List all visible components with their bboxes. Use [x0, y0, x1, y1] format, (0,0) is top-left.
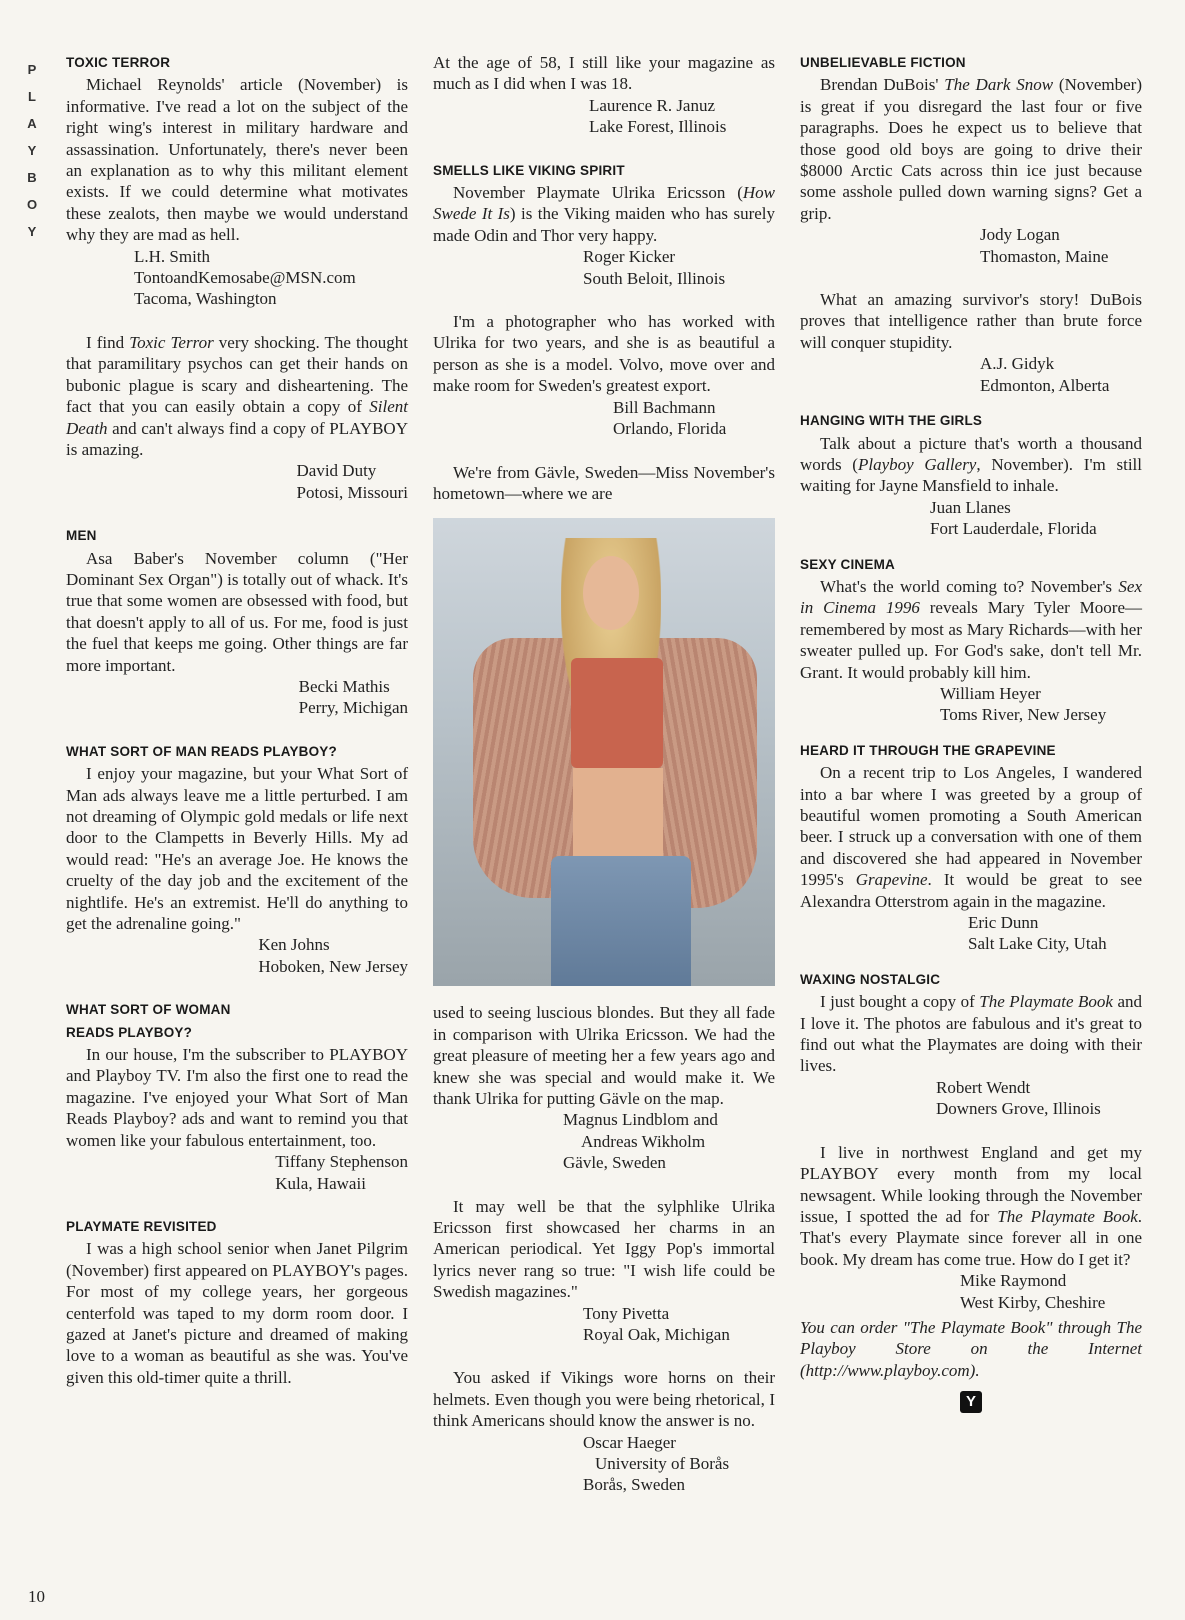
letter-heading: SMELLS LIKE VIKING SPIRIT	[433, 162, 625, 178]
letter-body: I enjoy your magazine, but your What Sort of Man ads always leave me a little perturbed. I am not dreaming of Olympic gold medals or life next door to the Clampetts in Beverly Hills. My ad would read: "He's an average Joe. He knows the cruelty of the day job and the excitement of the nightlife. He's an extremist. He'll do anything to get the adrenaline going."	[66, 764, 408, 934]
letter-signature	[583, 1303, 775, 1346]
letter-body: On a recent trip to Los Angeles, I wandered into a bar where I was greeted by a group of beautiful women promoting a South American beer. I struck up a conversation with one of them and discovered she had appeared in November 1995's Grapevine. It would be great to see Alexandra Otterstrom again in the magazine.	[800, 763, 1142, 911]
letter-signature	[583, 246, 775, 289]
letter-heading: HANGING WITH THE GIRLS	[800, 413, 983, 429]
signature-name: Bill Bachmann	[613, 397, 716, 417]
signature-name: Magnus Lindblom and	[563, 1110, 718, 1130]
signature-location: Thomaston, Maine	[980, 246, 1109, 266]
signature-location: Potosi, Missouri	[296, 482, 408, 502]
letter-body: You asked if Vikings wore horns on their helmets. Even though you were being rhetorical, I think Americans should know the answer is no.	[433, 1368, 775, 1431]
letter-signature	[968, 912, 1142, 955]
letter-signature	[563, 1109, 775, 1173]
letter-body: What an amazing survivor's story! DuBois proves that intelligence rather than brute force will conquer stupidity.	[800, 290, 1142, 352]
signature-name: Eric Dunn	[968, 913, 1039, 933]
signature-name: Jody Logan	[980, 225, 1060, 245]
letter-body: Michael Reynolds' article (November) is informative. I've read a lot on the subject of the right wing's interest in military hardware and assassination. Unfortunately, there's never been an explanation as to why this militant element exists. If we could determine what motivates these zealots, then maybe we would understand why they are mad as hell.	[66, 75, 408, 245]
letter-heading: PLAYMATE REVISITED	[66, 1218, 217, 1234]
letter-heading: WHAT SORT OF MAN READS PLAYBOY?	[66, 743, 337, 759]
signature-location: Salt Lake City, Utah	[968, 934, 1107, 954]
column-2	[433, 52, 775, 1496]
letter-body: In our house, I'm the subscriber to PLAYBOY and Playboy TV. I'm also the first one to read the magazine. I've enjoyed your What Sort of Man Reads Playboy? ads and want to remind you that women like your fabulous entertainment, too.	[66, 1045, 408, 1150]
letter-heading: WAXING NOSTALGIC	[800, 971, 941, 987]
signature-location: Tacoma, Washington	[134, 289, 277, 309]
letter-signature	[980, 224, 1142, 267]
letter-heading: TOXIC TERROR	[66, 55, 171, 70]
signature-name: Andreas Wikholm	[581, 1131, 706, 1151]
brand-letter: O	[26, 197, 38, 212]
letter-body: Brendan DuBois' The Dark Snow (November) is great if you disregard the last four or five paragraphs. Does he expect us to believe that those good old boys are going to drive their $8000 Arctic Cats across thin ice just because some asshole pulled down warning signs? Get a grip.	[800, 75, 1143, 223]
letter-body: It may well be that the sylphlike Ulrika Ericsson first showcased her charms in an American periodical. Yet Iggy Pop's immortal lyrics never rang so true: "I wish life could be Swedish magazines."	[433, 1196, 775, 1302]
letter-signature	[936, 1077, 1142, 1120]
signature-name: Oscar Haeger	[583, 1432, 676, 1452]
signature-name: Robert Wendt	[936, 1077, 1031, 1097]
brand-letter: L	[28, 89, 36, 104]
letter-signature	[583, 1432, 775, 1496]
signature-location: West Kirby, Cheshire	[960, 1292, 1106, 1312]
letter-body: I just bought a copy of The Playmate Book and I love it. The photos are fabulous and it's great to find out what the Playmates are doing with their lives.	[800, 992, 1142, 1076]
signature-name: Becki Mathis	[298, 676, 390, 696]
letter-body: used to seeing luscious blondes. But they all fade in comparison with Ulrika Ericsson. We had the great pleasure of meeting her a few years ago and knew she was special and would make it. We thank Ulrika for putting Gävle on the map.	[433, 1003, 775, 1108]
letter-body: What's the world coming to? November's Sex in Cinema 1996 reveals Mary Tyler Moore—remembered by most as Mary Richards—with her sweater pulled up. For God's sake, don't tell Mr. Grant. It would probably kill him.	[800, 576, 1142, 682]
letter-body: I live in northwest England and get my PLAYBOY every month from my local newsagent. While looking through the November issue, I spotted the ad for The Playmate Book. That's every Playmate since forever all in one book. My dream has come true. How do I get it?	[800, 1142, 1142, 1269]
letter-heading: UNBELIEVABLE FICTION	[800, 55, 966, 70]
page-number: 10	[28, 1587, 45, 1606]
signature-location: Lake Forest, Illinois	[589, 117, 727, 137]
signature-name: Tiffany Stephenson	[275, 1152, 408, 1172]
signature-location: Downers Grove, Illinois	[936, 1099, 1101, 1119]
signature-name: A.J. Gidyk	[980, 354, 1055, 374]
letter-signature	[589, 95, 775, 138]
signature-location: Orlando, Florida	[613, 419, 727, 439]
column-1	[66, 52, 408, 1388]
letter-signature	[960, 1270, 1142, 1313]
letter-body: Talk about a picture that's worth a thousand words (Playboy Gallery, November). I'm still waiting for Jayne Mansfield to inhale.	[800, 433, 1142, 496]
brand-letter: P	[27, 62, 37, 77]
letter-signature	[613, 397, 775, 440]
signature-name: Juan Llanes	[930, 497, 1011, 517]
letter-heading: HEARD IT THROUGH THE GRAPEVINE	[800, 742, 1056, 758]
brand-letter: B	[27, 170, 37, 185]
brand-letter: A	[27, 116, 37, 131]
letter-body: We're from Gävle, Sweden—Miss November's hometown—where we are	[433, 462, 775, 503]
signature-name: Tony Pivetta	[583, 1303, 670, 1323]
letter-signature	[66, 1151, 408, 1194]
letter-heading: READS PLAYBOY?	[66, 1024, 193, 1040]
signature-name: William Heyer	[940, 683, 1041, 703]
signature-name: Ken Johns	[258, 935, 330, 955]
letter-signature	[940, 683, 1142, 726]
signature-name: Roger Kicker	[583, 247, 676, 267]
letter-heading: SEXY CINEMA	[800, 556, 895, 572]
vertical-brand	[22, 56, 42, 245]
letter-signature	[930, 497, 1142, 540]
signature-location: Gävle, Sweden	[563, 1153, 666, 1173]
letter-signature	[66, 676, 408, 719]
letter-body: I'm a photographer who has worked with Ulrika for two years, and she is as beautiful a person as she is a model. Volvo, move over and make room for Sweden's greatest export.	[433, 312, 775, 396]
editor-note: You can order "The Playmate Book" through The Playboy Store on the Internet (http://www.playboy.com).	[800, 1317, 1142, 1380]
letter-heading: WHAT SORT OF WOMAN	[66, 1002, 231, 1018]
signature-name: Mike Raymond	[960, 1271, 1067, 1291]
signature-email: TontoandKemosabe@MSN.com	[134, 268, 356, 288]
letter-signature	[134, 246, 408, 310]
signature-location: Kula, Hawaii	[275, 1173, 366, 1193]
signature-location: South Beloit, Illinois	[583, 268, 726, 288]
letter-signature	[980, 353, 1142, 396]
signature-location: Hoboken, New Jersey	[258, 956, 408, 976]
signature-location: Borås, Sweden	[583, 1475, 685, 1495]
letter-body: I was a high school senior when Janet Pilgrim (November) first appeared on PLAYBOY's pages. For most of my college years, her gorgeous centerfold was taped to my dorm room door. I gazed at Janet's picture and dreamed of making love to a woman as beautiful as she was. You've given this old-timer quite a thrill.	[66, 1239, 408, 1387]
letter-signature	[66, 934, 408, 977]
letter-body: At the age of 58, I still like your magazine as much as I did when I was 18.	[433, 53, 775, 94]
signature-name: Laurence R. Januz	[589, 95, 716, 115]
column-3	[800, 52, 1142, 1413]
signature-location: Toms River, New Jersey	[940, 705, 1107, 725]
rabbit-logo-icon: Y	[960, 1391, 982, 1413]
letter-body: I find Toxic Terror very shocking. The thought that paramilitary psychos can get their hands on bubonic plague is scary and disheartening. The fact that you can easily obtain a copy of Silent Death and can't always find a copy of PLAYBOY is amazing.	[66, 332, 408, 459]
letter-heading: MEN	[66, 528, 97, 544]
signature-location: Royal Oak, Michigan	[583, 1325, 730, 1344]
signature-location: Fort Lauderdale, Florida	[930, 519, 1097, 539]
signature-name: L.H. Smith	[134, 246, 211, 266]
signature-name: David Duty	[296, 461, 377, 481]
letter-signature	[66, 460, 408, 503]
letter-body: Asa Baber's November column ("Her Dominant Sex Organ") is totally out of whack. It's true that some women are obsessed with food, but that doesn't apply to all of us. For me, food is just the fuel that keeps me going. Other things are far more important.	[66, 548, 408, 675]
brand-letter: Y	[27, 224, 37, 239]
letter-body: November Playmate Ulrika Ericsson (How Swede It Is) is the Viking maiden who has surely made Odin and Thor very happy.	[433, 183, 775, 245]
signature-location: Edmonton, Alberta	[980, 375, 1110, 395]
playmate-photo	[433, 518, 775, 986]
signature-location: Perry, Michigan	[298, 698, 408, 718]
signature-affiliation: University of Borås	[595, 1454, 730, 1474]
brand-letter: Y	[27, 143, 37, 158]
